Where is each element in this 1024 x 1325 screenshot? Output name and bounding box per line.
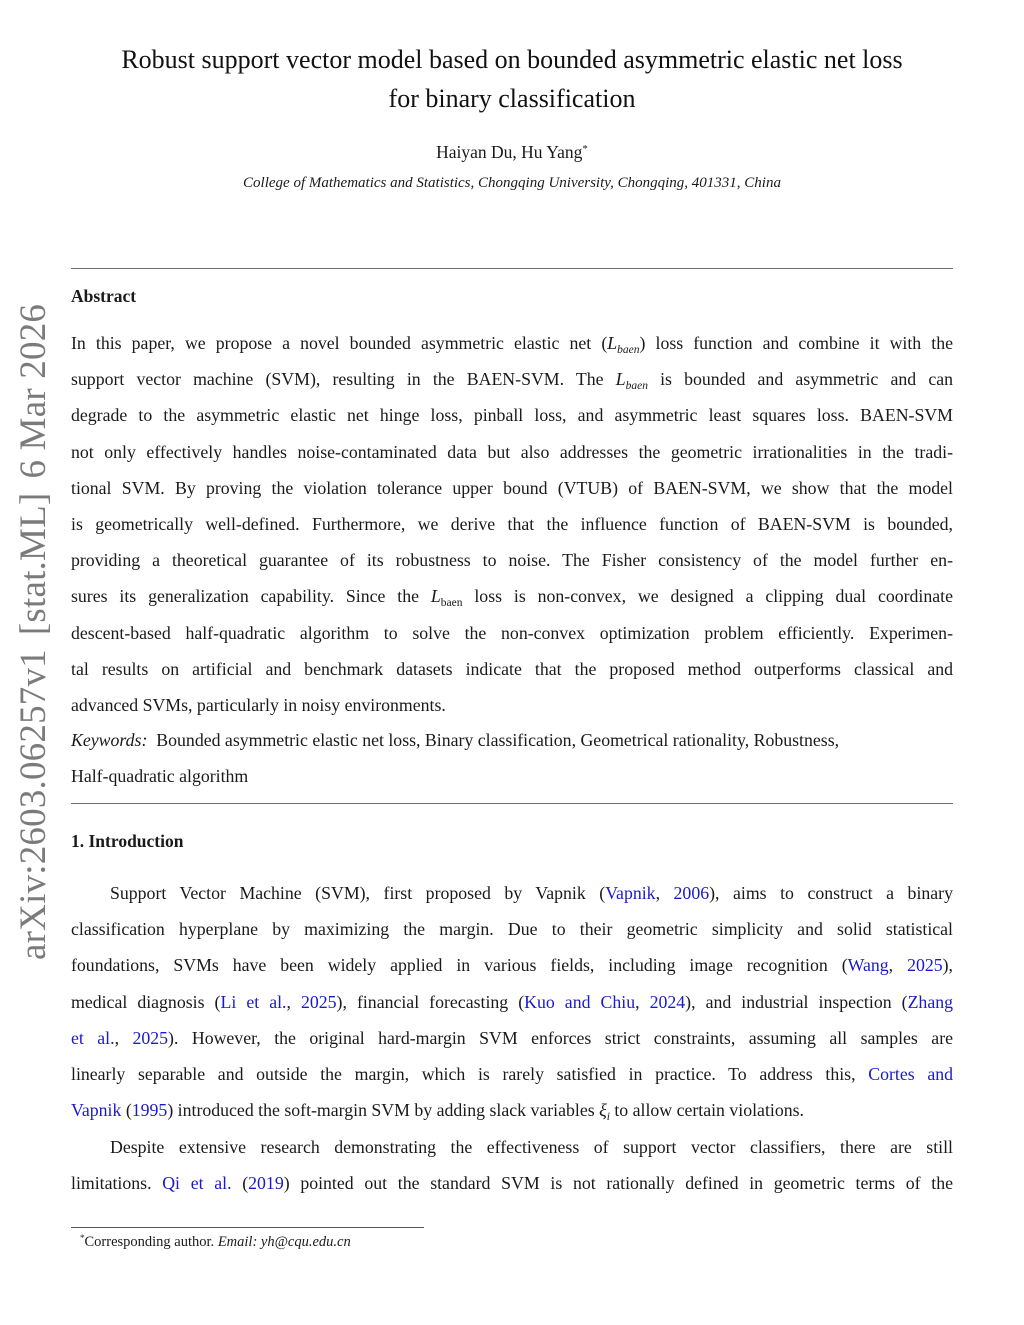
citation-link[interactable]: Qi et al. <box>162 1173 232 1194</box>
abstract-line: tal results on artificial and benchmark datasets indicate that the proposed method outperforms classical and <box>71 658 953 679</box>
intro-p1-line <box>71 947 953 983</box>
math-l-baen: L <box>607 333 618 353</box>
intro-p1-line <box>71 1056 953 1092</box>
citation-link[interactable]: 2006 <box>673 883 710 903</box>
text-run: ) introduced the soft-margin SVM by adding slack variables <box>167 1100 600 1121</box>
citation-link[interactable]: Wang <box>847 955 889 976</box>
text-run: In this paper, we propose a novel bounded asymmetric elastic net ( <box>71 333 608 353</box>
keywords-list-1: Bounded asymmetric elastic net loss, Binary classification, Geometrical rationality, Robustness, <box>156 730 840 750</box>
arxiv-side-stamp <box>13 290 55 960</box>
paper-title <box>60 40 964 118</box>
text-run: , <box>655 883 674 903</box>
footnote-rule <box>71 1227 424 1228</box>
citation-link[interactable]: et al. <box>71 1027 115 1048</box>
citation-link[interactable]: 2025 <box>132 1027 169 1048</box>
text-run: ), and industrial inspection ( <box>685 991 908 1012</box>
text-run: foundations, SVMs have been widely applied in various fields, including image recognition ( <box>71 955 848 976</box>
text-run: medical diagnosis ( <box>71 991 221 1012</box>
abstract-line: tional SVM. By proving the violation tolerance upper bound (VTUB) of BAEN-SVM, we show that the model <box>71 477 953 498</box>
text-run: ) pointed out the standard SVM is not rationally defined in geometric terms of the <box>283 1173 953 1194</box>
citation-link[interactable]: 2024 <box>649 991 686 1012</box>
arxiv-id[interactable]: arXiv:2603.06257v1 <box>13 649 54 960</box>
math-subscript: baen <box>625 380 648 393</box>
abstract-line: is geometrically well-defined. Furthermore, we derive that the influence function of BAEN-SVM is bounded, <box>71 513 953 534</box>
email-label: Email: <box>217 1234 258 1250</box>
math-subscript: i <box>606 1111 610 1124</box>
intro-p1-line <box>71 1092 953 1128</box>
intro-p1-line: classification hyperplane by maximizing the margin. Due to their geometric simplicity and solid statistical <box>71 919 953 940</box>
author-names: Haiyan Du, Hu Yang <box>436 142 583 162</box>
abstract-top-rule <box>71 268 953 269</box>
affiliation: College of Mathematics and Statistics, Chongqing University, Chongqing, 401331, China <box>243 175 781 191</box>
math-l-baen: L <box>615 369 626 390</box>
section-heading-introduction: 1. Introduction <box>71 831 184 851</box>
arxiv-category: [stat.ML] <box>13 492 54 636</box>
keywords <box>71 722 953 794</box>
citation-link[interactable]: Zhang <box>907 991 953 1012</box>
abstract-line: not only effectively handles noise-contaminated data but also addresses the geometric irrationalities in the tradi- <box>71 441 953 462</box>
citation-link[interactable]: 1995 <box>131 1100 168 1121</box>
text-run: to allow certain violations. <box>609 1100 804 1121</box>
title-line-1: Robust support vector model based on bounded asymmetric elastic net loss <box>121 45 903 74</box>
footnote <box>80 1232 351 1252</box>
abstract-line: providing a theoretical guarantee of its robustness to noise. The Fisher consistency of the model further en- <box>71 550 953 571</box>
text-run: ). However, the original hard-margin SVM enforces strict constraints, assuming all samples are <box>168 1027 954 1048</box>
text-run: ), aims to construct a binary <box>709 883 953 903</box>
text-run: is bounded and asymmetric and can <box>647 369 953 390</box>
citation-link[interactable]: Vapnik <box>605 883 656 903</box>
text-run: support vector machine (SVM), resulting in the BAEN-SVM. The <box>71 369 616 390</box>
abstract-line: descent-based half-quadratic algorithm to solve the non-convex optimization problem efficiently. Experimen- <box>71 622 953 643</box>
abstract-line <box>71 325 953 361</box>
footnote-text: Corresponding author. <box>84 1234 218 1250</box>
citation-link[interactable]: Li et al. <box>220 991 287 1012</box>
email-address[interactable]: yh@cqu.edu.cn <box>257 1234 351 1250</box>
intro-p2-line <box>71 1165 953 1201</box>
text-run: sures its generalization capability. Since the <box>71 586 431 607</box>
text-run: , <box>888 955 908 976</box>
text-run: ), <box>942 955 953 976</box>
text-run: ) loss function and combine it with the <box>639 333 953 353</box>
intro-p2-line: Despite extensive research demonstrating the effectiveness of support vector classifiers, there are still <box>110 1137 953 1157</box>
citation-link[interactable]: Kuo and Chiu <box>524 991 636 1012</box>
authors <box>0 141 1024 163</box>
text-run: loss is non-convex, we designed a clipping dual coordinate <box>462 586 953 607</box>
math-subscript: baen <box>617 344 640 356</box>
footnote-mark: * <box>80 1233 85 1243</box>
abstract-line: degrade to the asymmetric elastic net hinge loss, pinball loss, and asymmetric least squares loss. BAEN-SVM <box>71 405 953 426</box>
intro-paragraph-1 <box>71 875 953 1128</box>
math-l-baen: L <box>430 586 441 607</box>
intro-paragraph-2 <box>71 1129 953 1201</box>
title-line-2: for binary classification <box>388 84 636 113</box>
abstract-body <box>71 325 953 723</box>
text-run: ( <box>121 1100 132 1121</box>
intro-p1-line <box>71 875 953 911</box>
abstract-line <box>71 578 953 614</box>
citation-link[interactable]: Cortes and <box>868 1063 954 1084</box>
abstract-line: advanced SVMs, particularly in noisy environments. <box>71 694 446 715</box>
citation-link[interactable]: Vapnik <box>71 1100 122 1121</box>
keywords-line-1 <box>71 722 953 758</box>
corresponding-author-mark[interactable]: * <box>582 143 588 155</box>
text-run: ( <box>231 1173 249 1194</box>
keywords-label: Keywords: <box>71 730 148 750</box>
citation-link[interactable]: 2019 <box>248 1173 284 1194</box>
abstract-line <box>71 361 953 397</box>
citation-link[interactable]: 2025 <box>300 991 337 1012</box>
abstract-bottom-rule <box>71 803 953 804</box>
math-xi: ξ <box>599 1100 607 1121</box>
intro-p1-line <box>71 1020 953 1056</box>
text-run: Support Vector Machine (SVM), first proposed by Vapnik ( <box>110 883 606 903</box>
intro-p1-line <box>71 984 953 1020</box>
arxiv-date: 6 Mar 2026 <box>13 303 54 479</box>
text-run: linearly separable and outside the margin, which is rarely satisfied in practice. To address this, <box>71 1063 869 1084</box>
text-run: , <box>286 991 301 1012</box>
text-run: , <box>114 1027 133 1048</box>
citation-link[interactable]: 2025 <box>907 955 943 976</box>
keywords-line-2: Half-quadratic algorithm <box>71 766 249 787</box>
text-run: , <box>635 991 650 1012</box>
text-run: ), financial forecasting ( <box>336 991 525 1012</box>
abstract-heading: Abstract <box>71 286 137 306</box>
math-subscript: baen <box>440 597 463 610</box>
text-run: limitations. <box>71 1173 163 1194</box>
